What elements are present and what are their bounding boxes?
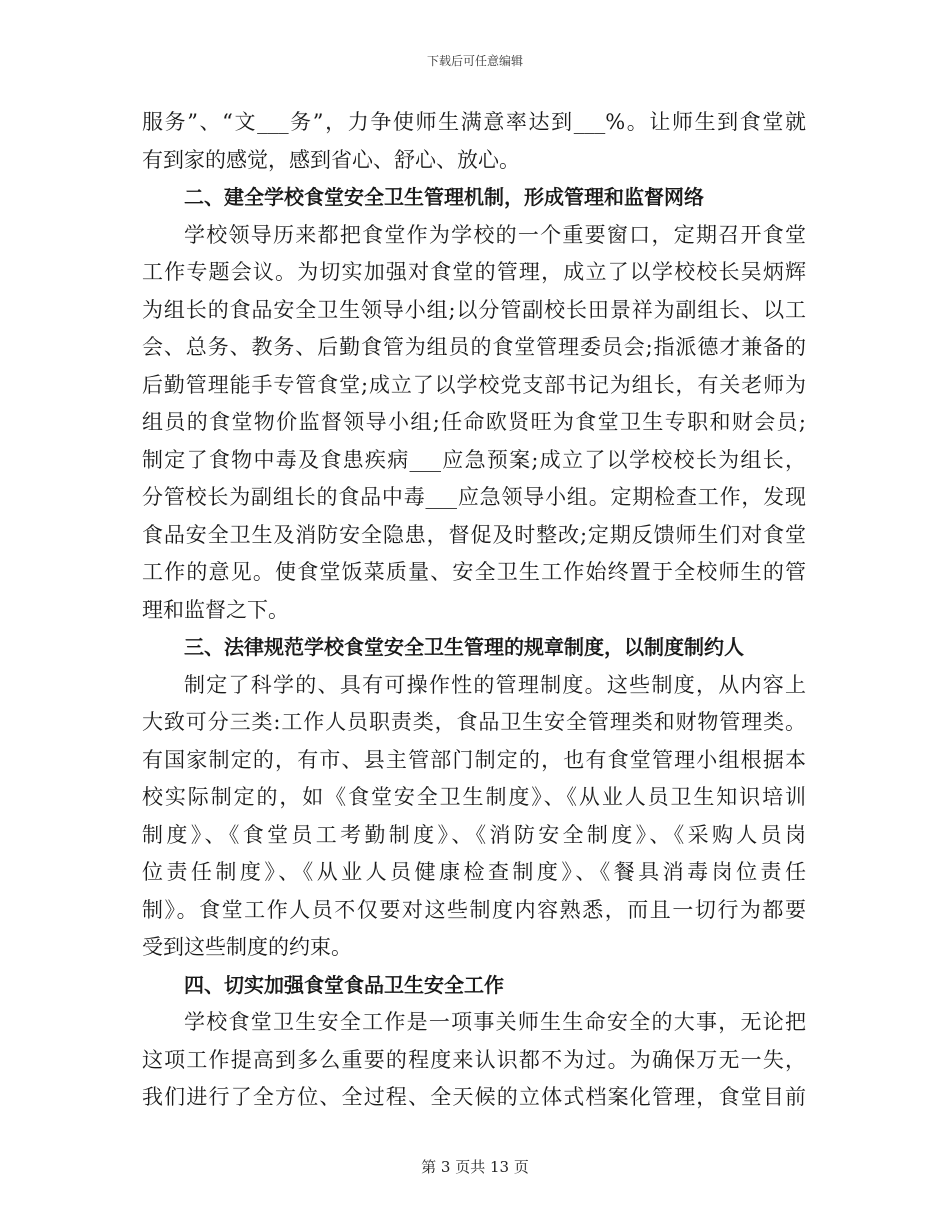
paragraph-line: 工作的意见。使食堂饭菜质量、安全卫生工作始终置于全校师生的管 — [142, 560, 806, 584]
paragraph-line: 学校食堂卫生安全工作是一项事关师生生命安全的大事，无论把 — [184, 1010, 806, 1034]
paragraph-line: 分管校长为副组长的食品中毒___应急领导小组。定期检查工作，发现 — [142, 485, 806, 509]
paragraph-line: 制定了食物中毒及食患疾病___应急预案;成立了以学校校长为组长， — [142, 447, 806, 472]
paragraph-line: 服务”、“文___务”，力争使师生满意率达到___%。让师生到食堂就 — [142, 110, 806, 134]
paragraph-line: 后勤管理能手专管食堂;成立了以学校党支部书记为组长，有关老师为 — [142, 372, 806, 397]
paragraph-line: 受到这些制度的约束。 — [142, 935, 352, 959]
paragraph-line: 大致可分三类:工作人员职责类，食品卫生安全管理类和财物管理类。 — [142, 710, 806, 734]
paragraph-line: 有到家的感觉，感到省心、舒心、放心。 — [142, 147, 520, 172]
section-heading: 二、建全学校食堂安全卫生管理机制，形成管理和监督网络 — [184, 185, 704, 209]
paragraph-line: 食品安全卫生及消防安全隐患，督促及时整改;定期反馈师生们对食堂 — [142, 522, 806, 547]
paragraph-line: 学校领导历来都把食堂作为学校的一个重要窗口，定期召开食堂 — [184, 222, 806, 247]
paragraph-line: 校实际制定的，如《食堂安全卫生制度》、《从业人员卫生知识培训 — [142, 785, 806, 809]
document-body — [142, 104, 806, 1117]
paragraph-line: 我们进行了全方位、全过程、全天候的立体式档案化管理，食堂目前 — [142, 1085, 806, 1109]
page-header: 下载后可任意编辑 — [426, 54, 523, 68]
paragraph-line: 为组长的食品安全卫生领导小组;以分管副校长田景祥为副组长、以工 — [142, 297, 806, 322]
paragraph-line: 理和监督之下。 — [142, 597, 289, 622]
paragraph-line: 这项工作提高到多么重要的程度来认识都不为过。为确保万无一失， — [142, 1047, 806, 1072]
paragraph-line: 工作专题会议。为切实加强对食堂的管理，成立了以学校校长吴炳辉 — [142, 260, 806, 284]
paragraph-line: 位责任制度》、《从业人员健康检查制度》、《餐具消毒岗位责任 — [142, 860, 806, 884]
paragraph-line: 会、总务、教务、后勤食管为组员的食堂管理委员会;指派德才兼备的 — [142, 335, 806, 359]
section-heading: 三、法律规范学校食堂安全卫生管理的规章制度，以制度制约人 — [184, 635, 744, 659]
page-footer: 第 3 页共 13 页 — [421, 1158, 529, 1176]
paragraph-line: 组员的食堂物价监督领导小组;任命欧贤旺为食堂卫生专职和财会员; — [142, 410, 806, 434]
paragraph-line: 有国家制定的，有市、县主管部门制定的，也有食堂管理小组根据本 — [142, 747, 806, 772]
paragraph-line: 制定了科学的、具有可操作性的管理制度。这些制度，从内容上 — [184, 672, 806, 697]
paragraph-line: 制度》、《食堂员工考勤制度》、《消防安全制度》、《采购人员岗 — [142, 822, 806, 847]
section-heading: 四、切实加强食堂食品卫生安全工作 — [184, 972, 504, 997]
paragraph-line: 制》。食堂工作人员不仅要对这些制度内容熟悉，而且一切行为都要 — [142, 897, 806, 922]
